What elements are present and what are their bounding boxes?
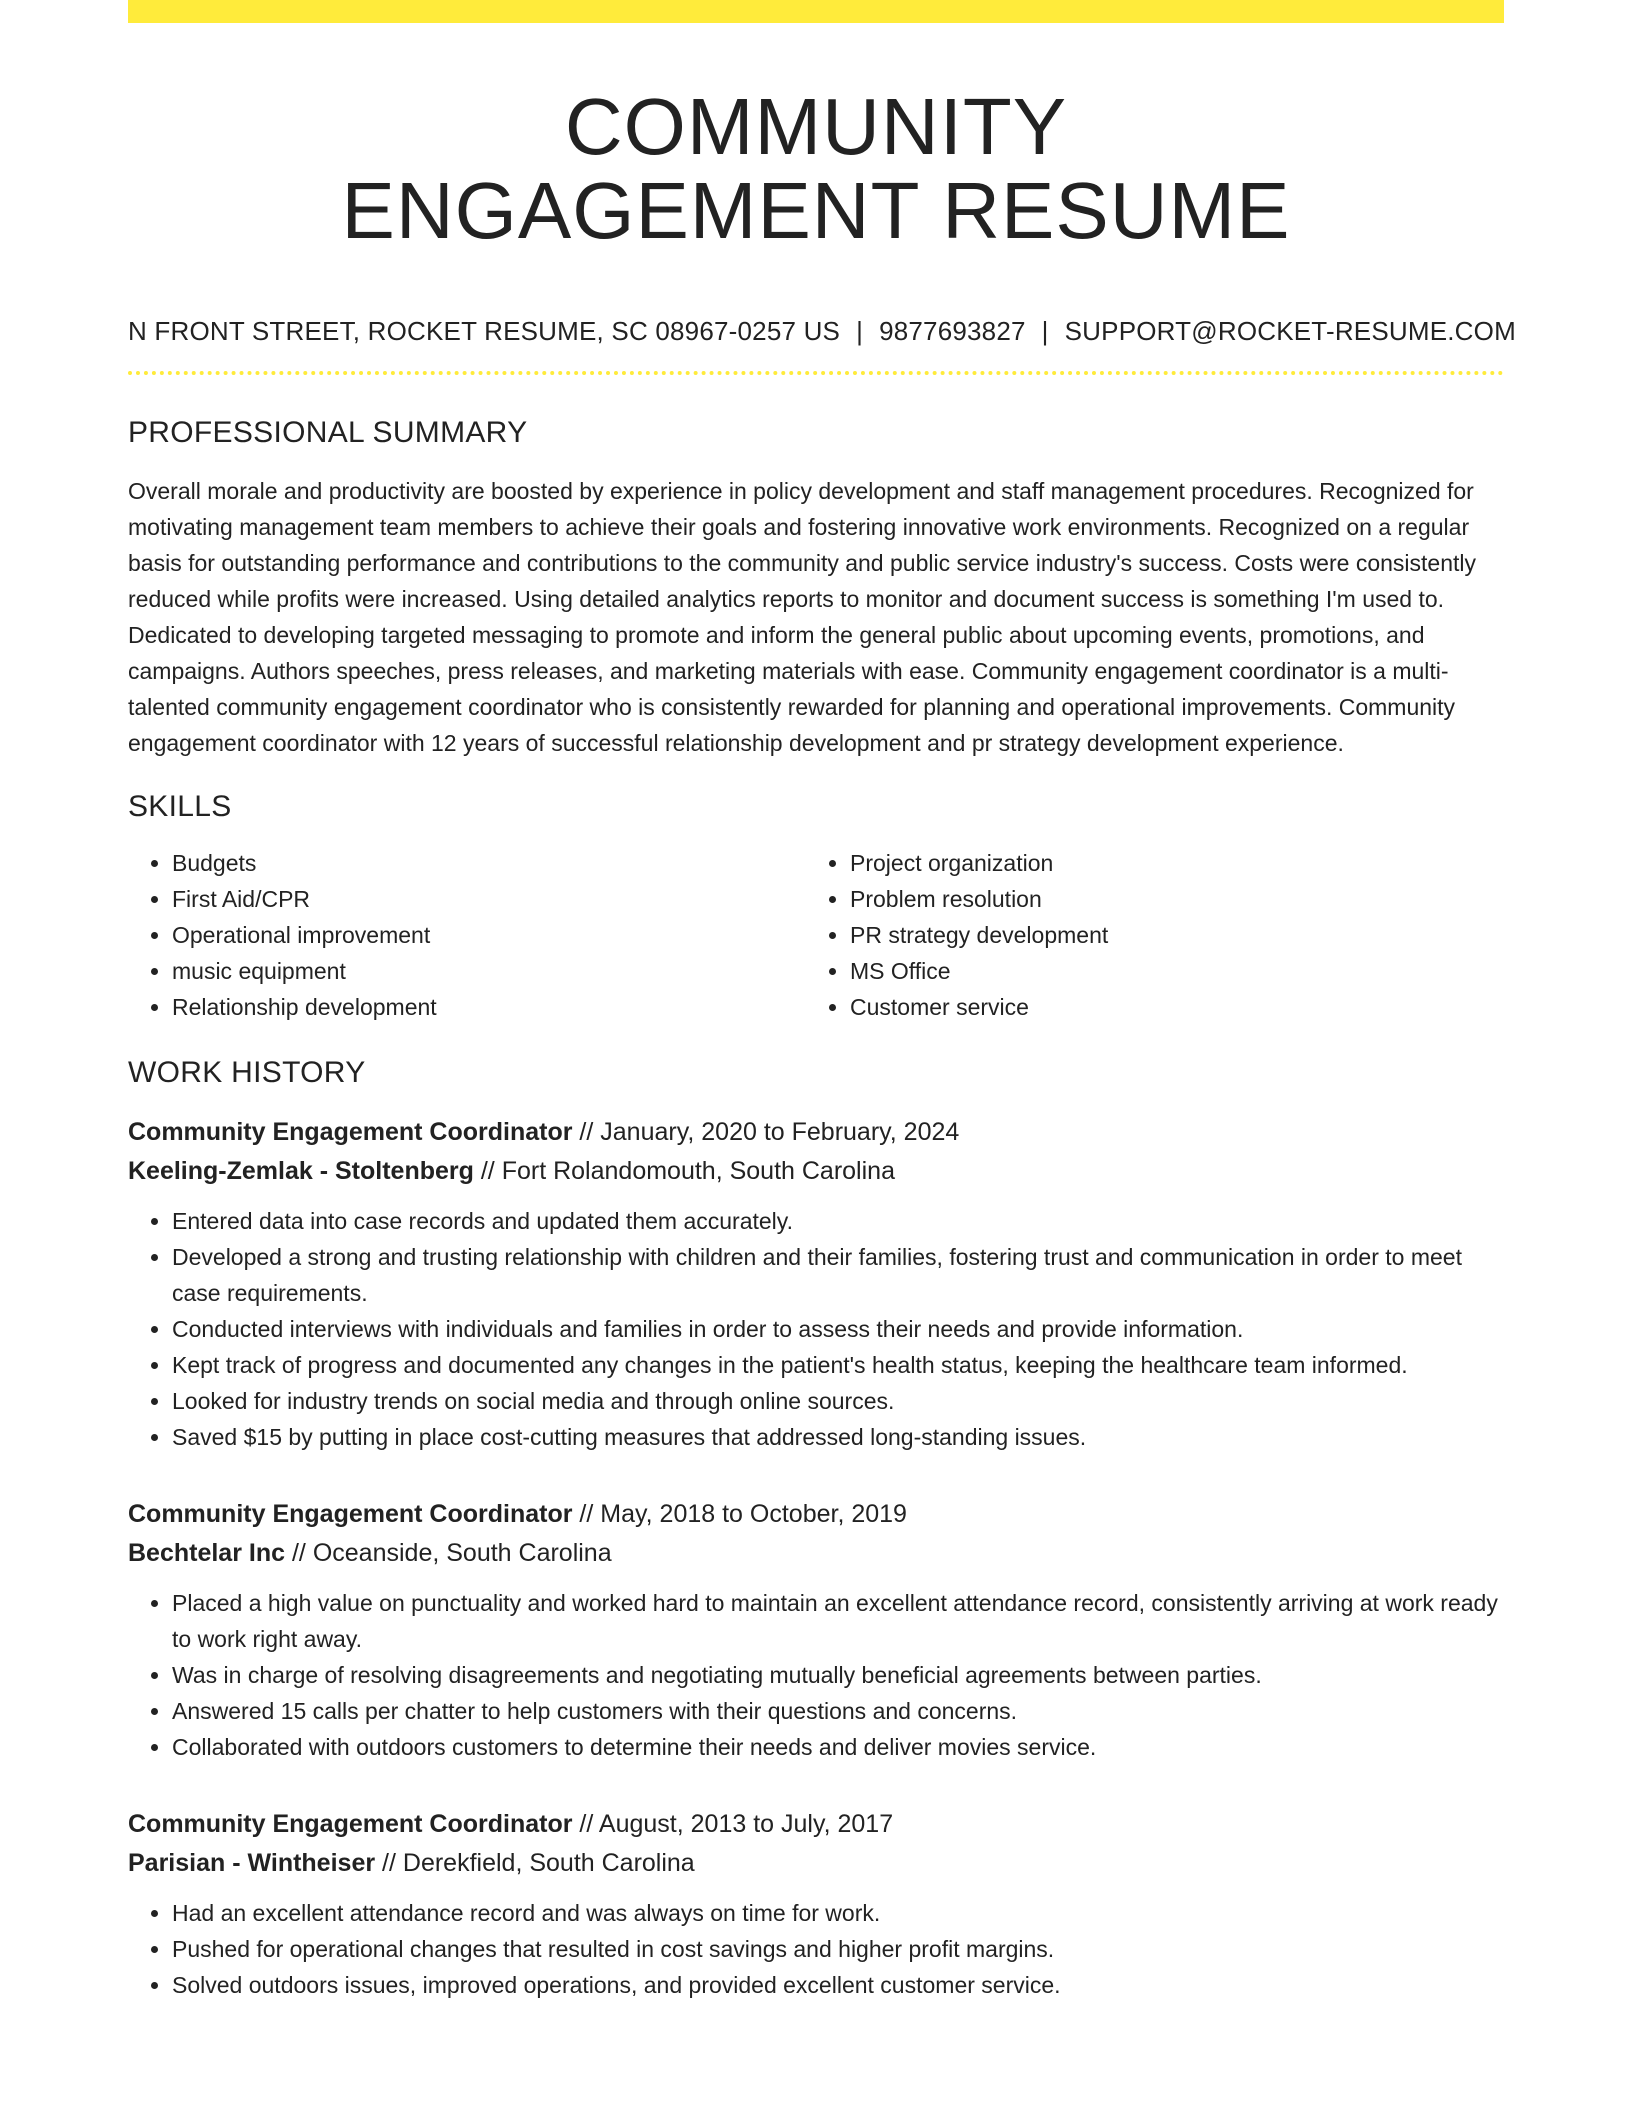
skill-item: • MS Office — [850, 953, 1484, 989]
contact-phone: 9877693827 — [879, 316, 1026, 346]
job-bullet: • Answered 15 calls per chatter to help customers with their questions and concerns. — [172, 1693, 1504, 1729]
contact-email: SUPPORT@ROCKET-RESUME.COM — [1064, 316, 1516, 346]
job-title-line — [128, 1495, 1504, 1534]
job-bullet: • Kept track of progress and documented any changes in the patient's health status, keeping the healthcare team informed. — [172, 1347, 1504, 1383]
job-title-line — [128, 1805, 1504, 1844]
job-separator: // — [480, 1157, 495, 1185]
job-bullet: • Developed a strong and trusting relationship with children and their families, fostering trust and communication in order to meet case requirements. — [172, 1239, 1504, 1311]
job-location: Oceanside, South Carolina — [312, 1539, 612, 1567]
skills-list — [128, 845, 1504, 1025]
job-company: Parisian - Wintheiser — [128, 1849, 376, 1877]
job-bullets — [128, 1585, 1504, 1765]
skills-column-left — [128, 845, 806, 1025]
job-separator: // — [579, 1810, 594, 1838]
skill-item: • Relationship development — [172, 989, 806, 1025]
job-separator: // — [579, 1500, 594, 1528]
job-bullets — [128, 1203, 1504, 1455]
skill-item: • Budgets — [172, 845, 806, 881]
summary-heading: PROFESSIONAL SUMMARY — [128, 416, 528, 449]
skill-item: • Project organization — [850, 845, 1484, 881]
job-bullet: • Saved $15 by putting in place cost-cutting measures that addressed long-standing issues. — [172, 1419, 1504, 1455]
job-location: Fort Rolandomouth, South Carolina — [501, 1157, 895, 1185]
job-bullet: • Placed a high value on punctuality and worked hard to maintain an excellent attendance record, consistently arriving at work ready to work right away. — [172, 1585, 1504, 1657]
job-company-line — [128, 1534, 1504, 1573]
job-title-line — [128, 1113, 1504, 1152]
resume-title — [128, 82, 1504, 255]
resume-page — [128, 0, 1516, 2003]
job-bullet: • Solved outdoors issues, improved operations, and provided excellent customer service. — [172, 1967, 1504, 2003]
job-company-line — [128, 1152, 1504, 1191]
job-bullet: • Had an excellent attendance record and was always on time for work. — [172, 1895, 1504, 1931]
job-entry — [128, 1495, 1504, 1765]
skills-column-right — [806, 845, 1484, 1025]
contact-separator: | — [1041, 316, 1049, 346]
contact-separator: | — [856, 316, 864, 346]
skill-item: • First Aid/CPR — [172, 881, 806, 917]
job-title: Community Engagement Coordinator — [128, 1810, 573, 1838]
job-bullet: • Looked for industry trends on social media and through online sources. — [172, 1383, 1504, 1419]
job-bullet: • Entered data into case records and updated them accurately. — [172, 1203, 1504, 1239]
job-bullets — [128, 1895, 1504, 2003]
contact-line — [128, 315, 1516, 347]
skill-item: • Operational improvement — [172, 917, 806, 953]
skills-heading: SKILLS — [128, 790, 232, 823]
job-bullet: • Was in charge of resolving disagreements and negotiating mutually beneficial agreements between parties. — [172, 1657, 1504, 1693]
skill-item: • PR strategy development — [850, 917, 1484, 953]
summary-text: Overall morale and productivity are boosted by experience in policy development and staff management procedures. Recognized for motivating management team members to achieve their goals and fostering innovative work environments. Recognized on a regular basis for outstanding performance and contributions to the community and public service industry's success. Costs were consistently reduced while profits were increased. Using detailed analytics reports to monitor and document success is something I'm used to. Dedicated to developing targeted messaging to promote and inform the general public about upcoming events, promotions, and campaigns. Authors speeches, press releases, and marketing materials with ease. Community engagement coordinator is a multi-talented community engagement coordinator who is consistently rewarded for planning and operational improvements. Community engagement coordinator with 12 years of successful relationship development and pr strategy development experience. — [128, 478, 1476, 756]
job-bullet: • Pushed for operational changes that resulted in cost savings and higher profit margins. — [172, 1931, 1504, 1967]
job-title: Community Engagement Coordinator — [128, 1118, 573, 1146]
accent-top-bar — [128, 0, 1504, 23]
job-dates: May, 2018 to October, 2019 — [600, 1500, 907, 1528]
work-history-heading: WORK HISTORY — [128, 1056, 366, 1089]
job-bullet: • Collaborated with outdoors customers to determine their needs and deliver movies service. — [172, 1729, 1504, 1765]
job-title: Community Engagement Coordinator — [128, 1500, 573, 1528]
title-line-1: COMMUNITY — [564, 82, 1068, 171]
job-dates: August, 2013 to July, 2017 — [598, 1810, 894, 1838]
job-company: Keeling-Zemlak - Stoltenberg — [128, 1157, 474, 1185]
job-entry — [128, 1805, 1504, 2003]
contact-address: N FRONT STREET, ROCKET RESUME, SC 08967-0257 US — [128, 316, 841, 346]
skill-item: • Customer service — [850, 989, 1484, 1025]
title-line-2: ENGAGEMENT RESUME — [341, 166, 1291, 255]
job-entry — [128, 1113, 1504, 1455]
skill-item: • music equipment — [172, 953, 806, 989]
job-bullet: • Conducted interviews with individuals and families in order to assess their needs and provide information. — [172, 1311, 1504, 1347]
job-company: Bechtelar Inc — [128, 1539, 286, 1567]
job-company-line — [128, 1844, 1504, 1883]
job-separator: // — [579, 1118, 594, 1146]
dotted-divider — [128, 371, 1504, 375]
job-location: Derekfield, South Carolina — [402, 1849, 695, 1877]
skill-item: • Problem resolution — [850, 881, 1484, 917]
job-separator: // — [382, 1849, 396, 1877]
job-separator: // — [291, 1539, 306, 1567]
job-dates: January, 2020 to February, 2024 — [600, 1118, 960, 1146]
